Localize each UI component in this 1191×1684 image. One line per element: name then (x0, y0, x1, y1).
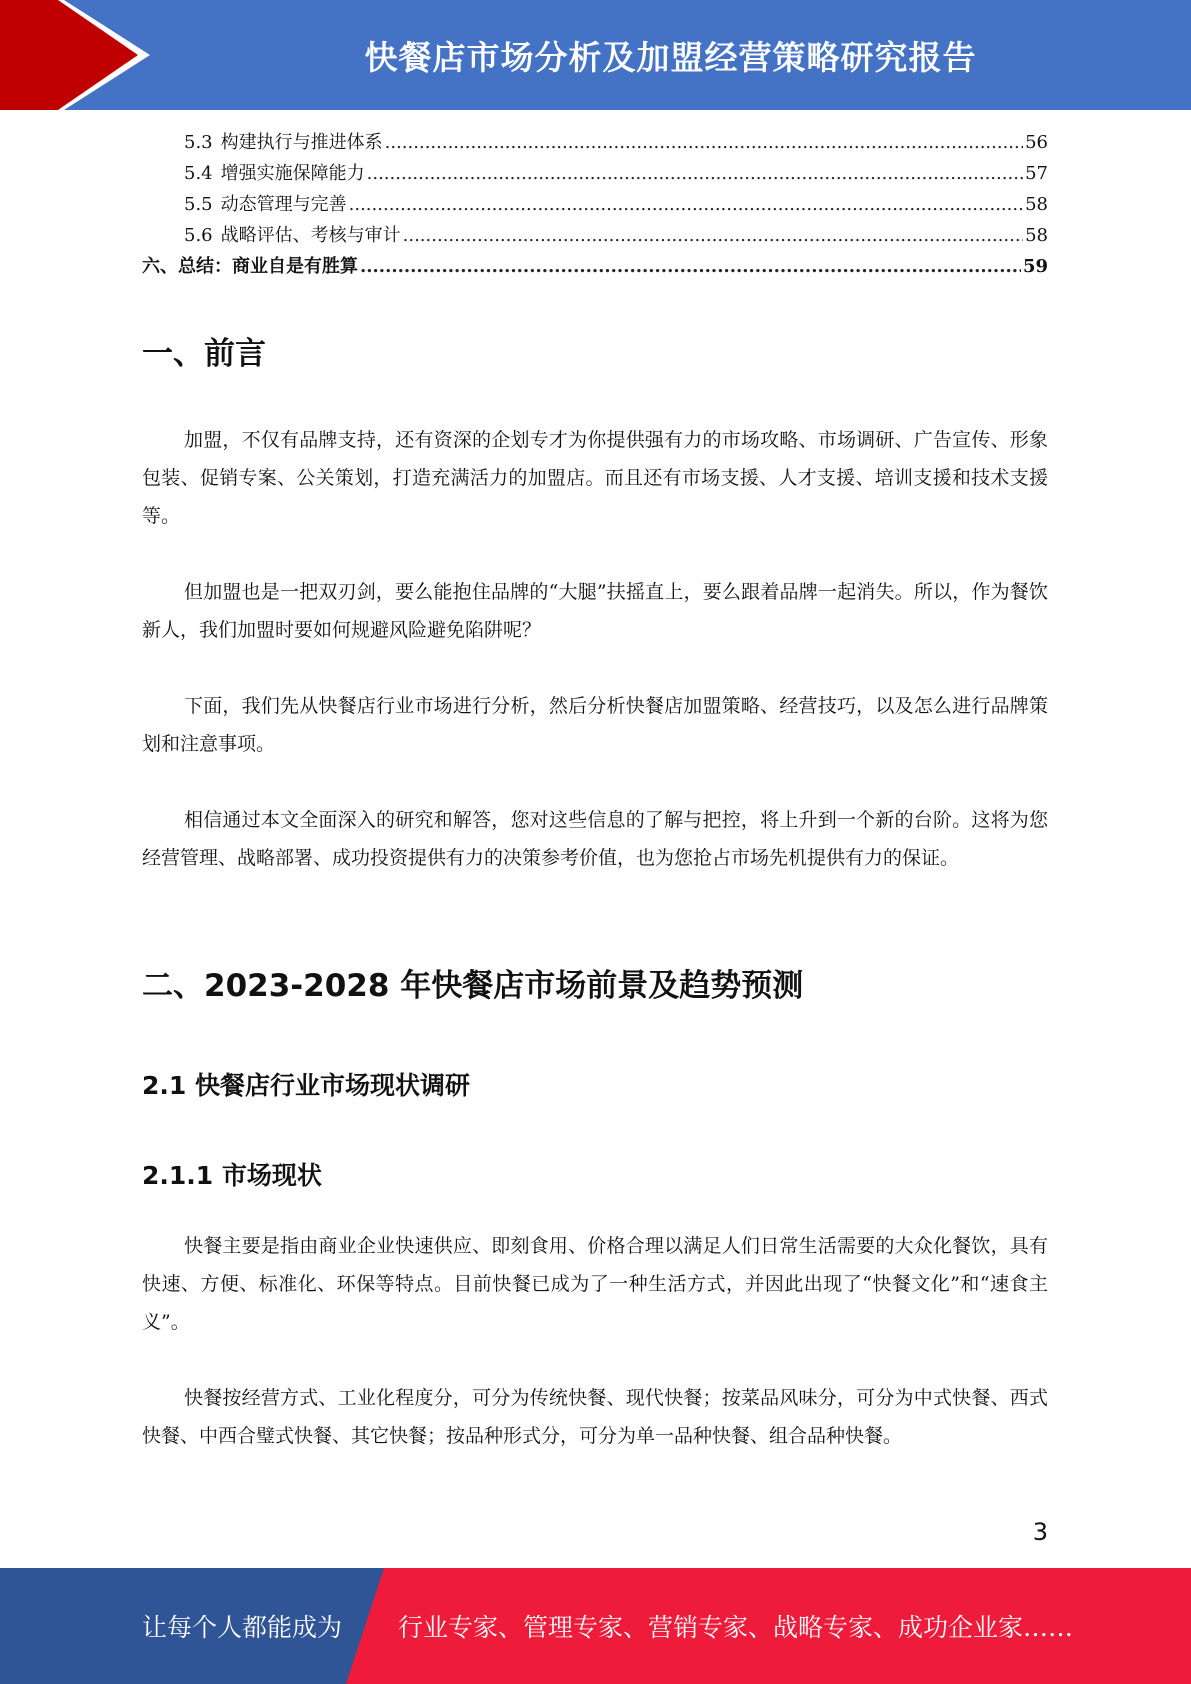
toc-item-number: 5.3 (184, 132, 213, 153)
paragraph: 但加盟也是一把双刃剑，要么能抱住品牌的“大腿”扶摇直上，要么跟着品牌一起消失。所以，作为餐饮新人，我们加盟时要如何规避风险避免陷阱呢？ (142, 581, 1048, 641)
toc-item-title: 构建执行与推进体系 (220, 132, 383, 153)
header-bar (0, 0, 1191, 110)
toc-item[interactable] (142, 190, 1048, 221)
footer-slogan-left: 让每个人都能成为 (142, 1613, 343, 1642)
toc-leader-dots (385, 132, 1023, 153)
paragraph: 快餐主要是指由商业企业快速供应、即刻食用、价格合理以满足人们日常生活需要的大众化餐饮，具有快速、方便、标准化、环保等特点。目前快餐已成为了一种生活方式，并因此出现了“快餐文化”和“速食主义”。 (142, 1235, 1048, 1333)
toc-item-page: 59 (1022, 256, 1048, 277)
toc-item-title: 增强实施保障能力 (220, 163, 365, 184)
toc-leader-dots (360, 256, 1021, 277)
toc-item-page: 57 (1025, 163, 1048, 184)
toc-item[interactable] (142, 221, 1048, 252)
toc-item-number: 5.5 (184, 194, 213, 215)
toc-item-number: 5.4 (184, 163, 213, 184)
report-title: 快餐店市场分析及加盟经营策略研究报告 (364, 37, 977, 77)
table-of-contents (142, 128, 1048, 283)
section-heading-preface: 一、前言 (142, 336, 266, 372)
section-heading-chapter2: 二、2023-2028 年快餐店市场前景及趋势预测 (142, 968, 804, 1004)
paragraph: 相信通过本文全面深入的研究和解答，您对这些信息的了解与把控，将上升到一个新的台阶。这将为您经营管理、战略部署、成功投资提供有力的决策参考价值，也为您抢占市场先机提供有力的保证。 (142, 809, 1048, 869)
toc-item[interactable] (142, 159, 1048, 190)
toc-leader-dots (403, 225, 1023, 246)
toc-item-page: 58 (1025, 225, 1048, 246)
toc-chapter-item[interactable] (142, 252, 1048, 283)
toc-item-page: 56 (1025, 132, 1048, 153)
subsubsection-heading: 2.1.1 市场现状 (142, 1161, 322, 1190)
toc-leader-dots (349, 194, 1023, 215)
subsection-heading: 2.1 快餐店行业市场现状调研 (142, 1071, 470, 1100)
toc-item-title: 六、总结：商业自是有胜算 (142, 256, 358, 277)
header-arrow-decoration (0, 0, 160, 110)
paragraph: 加盟，不仅有品牌支持，还有资深的企划专才为你提供强有力的市场攻略、市场调研、广告宣传、形象包装、促销专案、公关策划，打造充满活力的加盟店。而且还有市场支援、人才支援、培训支援和技术支援等。 (142, 429, 1048, 527)
toc-item-title: 战略评估、考核与审计 (220, 225, 401, 246)
paragraph: 快餐按经营方式、工业化程度分，可分为传统快餐、现代快餐；按菜品风味分，可分为中式快餐、西式快餐、中西合璧式快餐、其它快餐；按品种形式分，可分为单一品种快餐、组合品种快餐。 (142, 1387, 1048, 1447)
toc-item[interactable] (142, 128, 1048, 159)
toc-leader-dots (367, 163, 1023, 184)
toc-item-title: 动态管理与完善 (220, 194, 347, 215)
paragraph: 下面，我们先从快餐店行业市场进行分析，然后分析快餐店加盟策略、经营技巧，以及怎么进行品牌策划和注意事项。 (142, 695, 1048, 755)
page-number: 3 (1032, 1518, 1048, 1546)
toc-item-page: 58 (1025, 194, 1048, 215)
toc-item-number: 5.6 (184, 225, 213, 246)
footer-slogan-right: 行业专家、管理专家、营销专家、战略专家、成功企业家…… (398, 1613, 1074, 1642)
footer-banner (0, 1568, 1191, 1684)
